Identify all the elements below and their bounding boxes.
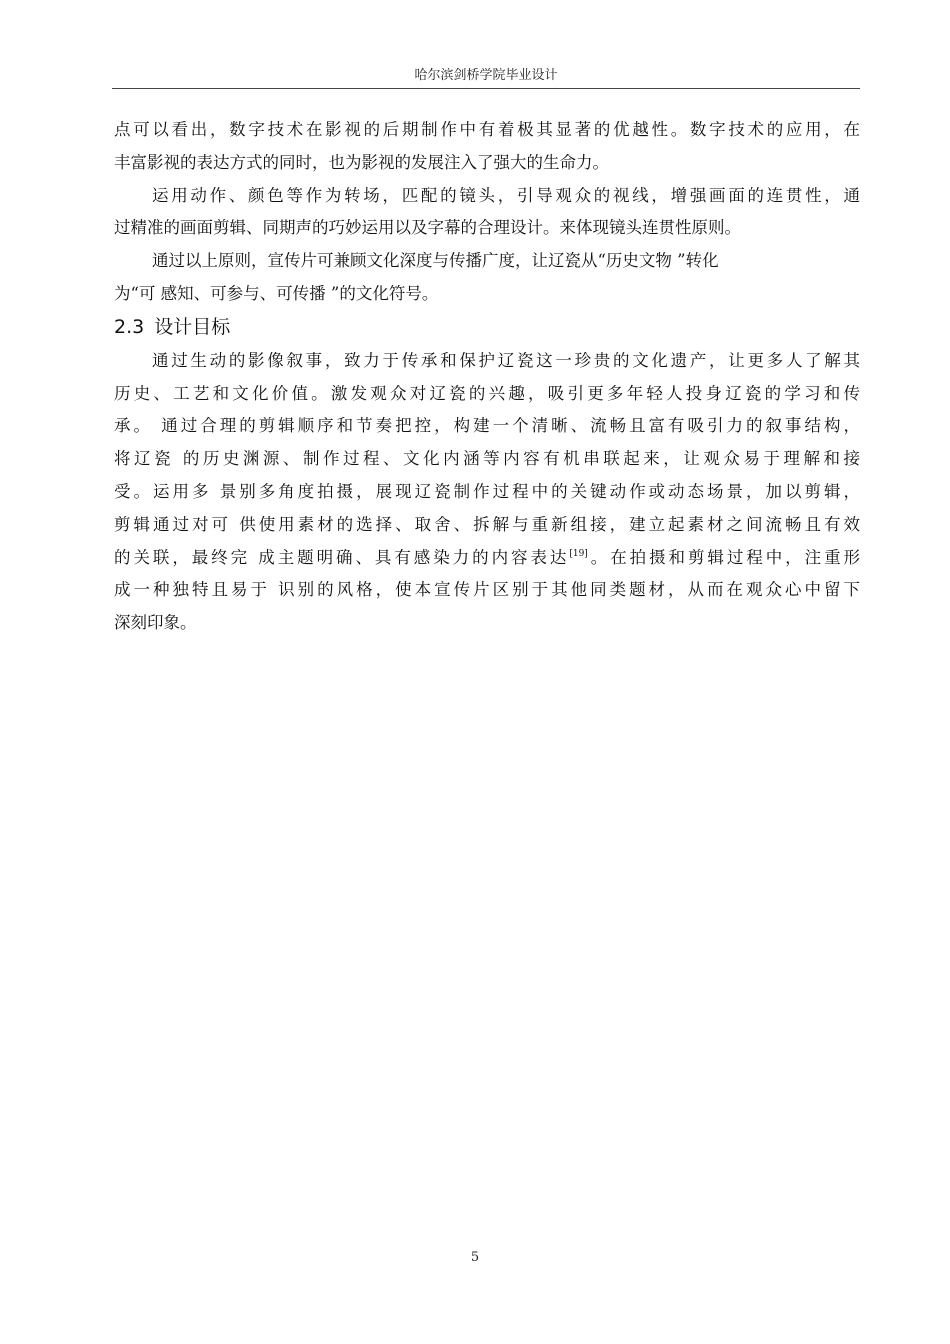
paragraph-4-line-7-text-a: 的关联，最终完 成主题明确、具有感染力的内容表达 bbox=[114, 547, 570, 567]
paragraph-4-line-8: 成一种独特且易于 识别的风格，使本宣传片区别于其他同类题材，从而在观众心中留下 bbox=[114, 580, 860, 600]
paragraph-4-line-3: 承。 通过合理的剪辑顺序和节奏把控，构建一个清晰、流畅且富有吸引力的叙事结构， bbox=[114, 416, 860, 436]
paragraph-2-line-2: 过精准的画面剪辑、同期声的巧妙运用以及字幕的合理设计。来体现镜头连贯性原则。 bbox=[114, 218, 741, 238]
paragraph-3-line-2: 为“可 感知、可参与、可传播 ”的文化符号。 bbox=[114, 283, 439, 303]
section-number: 2.3 bbox=[114, 315, 145, 338]
paragraph-3-line-1: 通过以上原则，宣传片可兼顾文化深度与传播广度，让辽瓷从“历史文物 ”转化 bbox=[152, 251, 719, 271]
page-header: 哈尔滨剑桥学院毕业设计 bbox=[414, 68, 558, 83]
paragraph-1-line-2: 丰富影视的表达方式的同时，也为影视的发展注入了强大的生命力。 bbox=[114, 152, 609, 172]
paragraph-4-line-5: 受。运用多 景别多角度拍摄，展现辽瓷制作过程中的关键动作或动态场景，加以剪辑， bbox=[114, 481, 860, 501]
paragraph-4-line-4: 将辽瓷 的历史渊源、制作过程、文化内涵等内容有机串联起来，让观众易于理解和接 bbox=[114, 449, 860, 469]
paragraph-4-line-2: 历史、工艺和文化价值。激发观众对辽瓷的兴趣，吸引更多年轻人投身辽瓷的学习和传 bbox=[114, 383, 860, 403]
paragraph-4-line-9: 深刻印象。 bbox=[114, 613, 197, 633]
paragraph-4-line-7 bbox=[114, 548, 860, 568]
paragraph-4-line-1: 通过生动的影像叙事，致力于传承和保护辽瓷这一珍贵的文化遗产，让更多人了解其 bbox=[152, 350, 860, 370]
section-heading bbox=[114, 313, 860, 341]
paragraph-1-line-1: 点可以看出，数字技术在影视的后期制作中有着极其显著的优越性。数字技术的应用，在 bbox=[114, 120, 860, 139]
paragraph-4-line-6: 剪辑通过对可 供使用素材的选择、取舍、拆解与重新组接，建立起素材之间流畅且有效 bbox=[114, 514, 860, 534]
paragraph-2-line-1: 运用动作、颜色等作为转场，匹配的镜头，引导观众的视线，增强画面的连贯性，通 bbox=[152, 185, 860, 205]
header-rule bbox=[112, 88, 860, 89]
paragraph-4-line-7-text-b: 。在拍摄和剪辑过程中，注重形 bbox=[587, 547, 861, 567]
page-body bbox=[114, 120, 860, 646]
page-number: 5 bbox=[470, 1250, 480, 1265]
citation-ref: [19] bbox=[569, 548, 588, 559]
section-title: 设计目标 bbox=[154, 315, 231, 338]
